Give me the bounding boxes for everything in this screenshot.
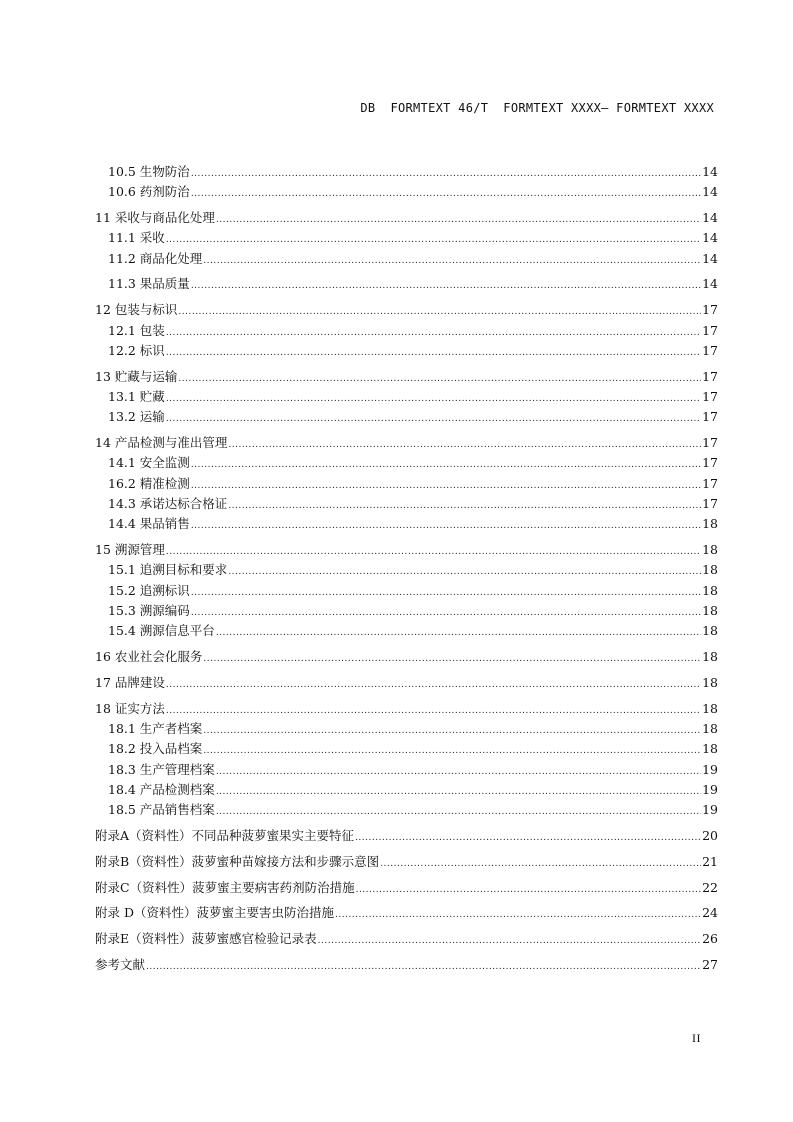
toc-entry-title: 13.2 运输	[108, 409, 165, 425]
toc-entry-title: 13.1 贮藏	[108, 388, 165, 404]
toc-leader-dots	[228, 562, 701, 582]
toc-entry-page: 18	[702, 582, 718, 598]
toc-entry-page: 17	[702, 302, 718, 318]
toc-entry[interactable]	[95, 249, 718, 269]
toc-entry[interactable]	[95, 560, 718, 580]
toc-entry-page: 17	[702, 388, 718, 404]
toc-leader-dots	[335, 905, 701, 925]
toc-leader-dots	[191, 603, 701, 623]
toc-entry[interactable]	[95, 647, 718, 667]
toc-leader-dots	[178, 369, 701, 389]
toc-leader-dots	[203, 741, 701, 761]
toc-entry-title: 10.6 药剂防治	[108, 184, 190, 200]
toc-entry-page: 18	[702, 720, 718, 736]
toc-leader-dots	[146, 957, 701, 977]
toc-leader-dots	[203, 721, 701, 741]
toc-entry-page: 17	[702, 495, 718, 511]
toc-entry-title: 16.2 精准检测	[108, 475, 190, 491]
toc-leader-dots	[166, 675, 701, 695]
toc-entry-title: 14.4 果品销售	[108, 516, 190, 532]
toc-leader-dots	[216, 210, 701, 230]
toc-entry-page: 18	[702, 562, 718, 578]
toc-leader-dots	[191, 583, 701, 603]
toc-entry-page: 18	[702, 741, 718, 757]
page-number: II	[692, 1031, 701, 1045]
toc-leader-dots	[191, 476, 701, 496]
toc-entry-title: 11 采收与商品化处理	[95, 210, 215, 226]
toc-entry-title: 18.2 投入品档案	[108, 741, 203, 757]
toc-leader-dots	[191, 516, 701, 536]
toc-entry[interactable]	[95, 453, 718, 473]
toc-entry-title: 14 产品检测与准出管理	[95, 435, 228, 451]
toc-entry[interactable]	[95, 760, 718, 780]
table-of-contents	[95, 162, 718, 975]
toc-entry-title: 10.5 生物防治	[108, 164, 190, 179]
toc-entry[interactable]	[95, 826, 718, 846]
toc-entry-page: 17	[702, 368, 718, 384]
toc-entry-title: 15.3 溯源编码	[108, 602, 190, 618]
toc-entry-page: 17	[702, 475, 718, 491]
toc-entry-page: 19	[702, 802, 718, 818]
toc-leader-dots	[191, 276, 701, 296]
toc-entry[interactable]	[95, 514, 718, 534]
toc-entry[interactable]	[95, 208, 718, 228]
toc-entry-page: 14	[702, 210, 718, 226]
toc-entry-title: 17 品牌建设	[95, 674, 165, 690]
toc-leader-dots	[216, 802, 701, 822]
toc-entry-title: 13 贮藏与运输	[95, 368, 178, 384]
toc-leader-dots	[178, 302, 701, 322]
toc-entry-title: 14.3 承诺达标合格证	[108, 495, 228, 511]
toc-entry-title: 附录B（资料性）菠萝蜜种苗嫁接方法和步骤示意图	[95, 853, 380, 869]
toc-entry-title: 15.4 溯源信息平台	[108, 623, 215, 639]
toc-leader-dots	[356, 880, 702, 900]
toc-entry-title: 附录C（资料性）菠萝蜜主要病害药剂防治措施	[95, 879, 355, 895]
toc-entry-title: 12.1 包装	[108, 322, 165, 338]
toc-entry[interactable]	[95, 878, 718, 898]
toc-leader-dots	[203, 251, 701, 271]
toc-entry[interactable]	[95, 673, 718, 693]
document-header: DB FORMTEXT 46/T FORMTEXT XXXX— FORMTEXT XXXX	[360, 101, 714, 115]
toc-entry[interactable]	[95, 367, 718, 387]
toc-leader-dots	[318, 931, 701, 951]
toc-entry-page: 18	[702, 623, 718, 639]
toc-leader-dots	[166, 230, 701, 250]
toc-leader-dots	[166, 323, 701, 343]
toc-entry[interactable]	[95, 903, 718, 923]
toc-entry[interactable]	[95, 699, 718, 719]
toc-entry[interactable]	[95, 929, 718, 949]
toc-entry-title: 11.3 果品质量	[108, 276, 190, 292]
toc-leader-dots	[203, 649, 701, 669]
toc-entry-page: 14	[702, 184, 718, 200]
toc-entry-title: 15 溯源管理	[95, 542, 165, 558]
toc-entry-title: 15.1 追溯目标和要求	[108, 562, 228, 578]
toc-entry-page: 26	[702, 931, 718, 947]
toc-entry-page: 17	[702, 322, 718, 338]
toc-entry-title: 18 证实方法	[95, 700, 165, 716]
toc-entry-page: 19	[702, 761, 718, 777]
toc-entry-page: 18	[702, 542, 718, 558]
toc-entry[interactable]	[95, 581, 718, 601]
toc-entry-page: 14	[702, 230, 718, 246]
toc-entry[interactable]	[95, 341, 718, 361]
toc-leader-dots	[228, 435, 701, 455]
toc-entry-page: 19	[702, 781, 718, 797]
toc-entry[interactable]	[95, 621, 718, 641]
toc-entry-title: 11.1 采收	[108, 230, 165, 246]
toc-leader-dots	[166, 389, 701, 409]
toc-leader-dots	[166, 542, 701, 562]
toc-entry-title: 15.2 追溯标识	[108, 582, 190, 598]
toc-entry-page: 14	[702, 164, 718, 179]
toc-entry-page: 18	[702, 674, 718, 690]
toc-leader-dots	[355, 828, 701, 848]
toc-entry-title: 14.1 安全监测	[108, 455, 190, 471]
toc-entry[interactable]	[95, 800, 718, 820]
toc-entry-page: 18	[702, 649, 718, 665]
toc-entry-title: 12 包装与标识	[95, 302, 178, 318]
toc-leader-dots	[166, 701, 701, 721]
toc-entry-title: 18.4 产品检测档案	[108, 781, 215, 797]
toc-entry-page: 17	[702, 435, 718, 451]
toc-entry-title: 18.1 生产者档案	[108, 720, 203, 736]
toc-entry-title: 附录E（资料性）菠萝蜜感官检验记录表	[95, 931, 317, 947]
toc-entry-title: 参考文献	[95, 956, 146, 972]
toc-leader-dots	[228, 496, 701, 516]
toc-entry-page: 17	[702, 342, 718, 358]
toc-entry[interactable]	[95, 387, 718, 407]
toc-entry-page: 24	[702, 905, 718, 921]
toc-entry-title: 18.5 产品销售档案	[108, 802, 215, 818]
toc-entry[interactable]	[95, 162, 718, 182]
toc-entry-page: 21	[702, 853, 718, 869]
toc-leader-dots	[166, 409, 701, 429]
toc-entry-page: 14	[702, 250, 718, 266]
toc-leader-dots	[216, 782, 701, 802]
toc-entry-page: 20	[702, 827, 718, 843]
toc-leader-dots	[380, 854, 701, 874]
toc-entry[interactable]	[95, 494, 718, 514]
toc-entry-title: 附录 D（资料性）菠萝蜜主要害虫防治措施	[95, 905, 334, 921]
toc-leader-dots	[191, 164, 701, 184]
toc-entry-page: 18	[702, 700, 718, 716]
toc-entry[interactable]	[95, 852, 718, 872]
toc-entry-title: 12.2 标识	[108, 342, 165, 358]
toc-entry-page: 17	[702, 455, 718, 471]
toc-entry-page: 18	[702, 516, 718, 532]
toc-leader-dots	[191, 184, 701, 204]
toc-entry-title: 16 农业社会化服务	[95, 649, 203, 665]
toc-entry[interactable]	[95, 601, 718, 621]
toc-entry-page: 14	[702, 276, 718, 292]
toc-entry[interactable]	[95, 228, 718, 248]
toc-entry[interactable]	[95, 300, 718, 320]
toc-entry-page: 27	[702, 956, 718, 972]
toc-entry[interactable]	[95, 321, 718, 341]
toc-entry[interactable]	[95, 739, 718, 759]
toc-leader-dots	[191, 455, 701, 475]
toc-leader-dots	[216, 623, 701, 643]
toc-entry-page: 17	[702, 409, 718, 425]
toc-entry[interactable]	[95, 474, 718, 494]
toc-entry-page: 22	[702, 879, 718, 895]
toc-entry[interactable]	[95, 182, 718, 202]
toc-entry-title: 18.3 生产管理档案	[108, 761, 215, 777]
toc-entry-page: 18	[702, 602, 718, 618]
toc-leader-dots	[216, 762, 701, 782]
toc-entry[interactable]	[95, 780, 718, 800]
toc-entry[interactable]	[95, 274, 718, 294]
toc-entry-title: 11.2 商品化处理	[108, 250, 203, 266]
toc-entry[interactable]	[95, 433, 718, 453]
toc-entry[interactable]	[95, 540, 718, 560]
toc-leader-dots	[166, 343, 701, 363]
toc-entry[interactable]	[95, 955, 718, 975]
toc-entry[interactable]	[95, 407, 718, 427]
toc-entry-title: 附录A（资料性）不同品种菠萝蜜果实主要特征	[95, 827, 355, 843]
toc-entry[interactable]	[95, 719, 718, 739]
